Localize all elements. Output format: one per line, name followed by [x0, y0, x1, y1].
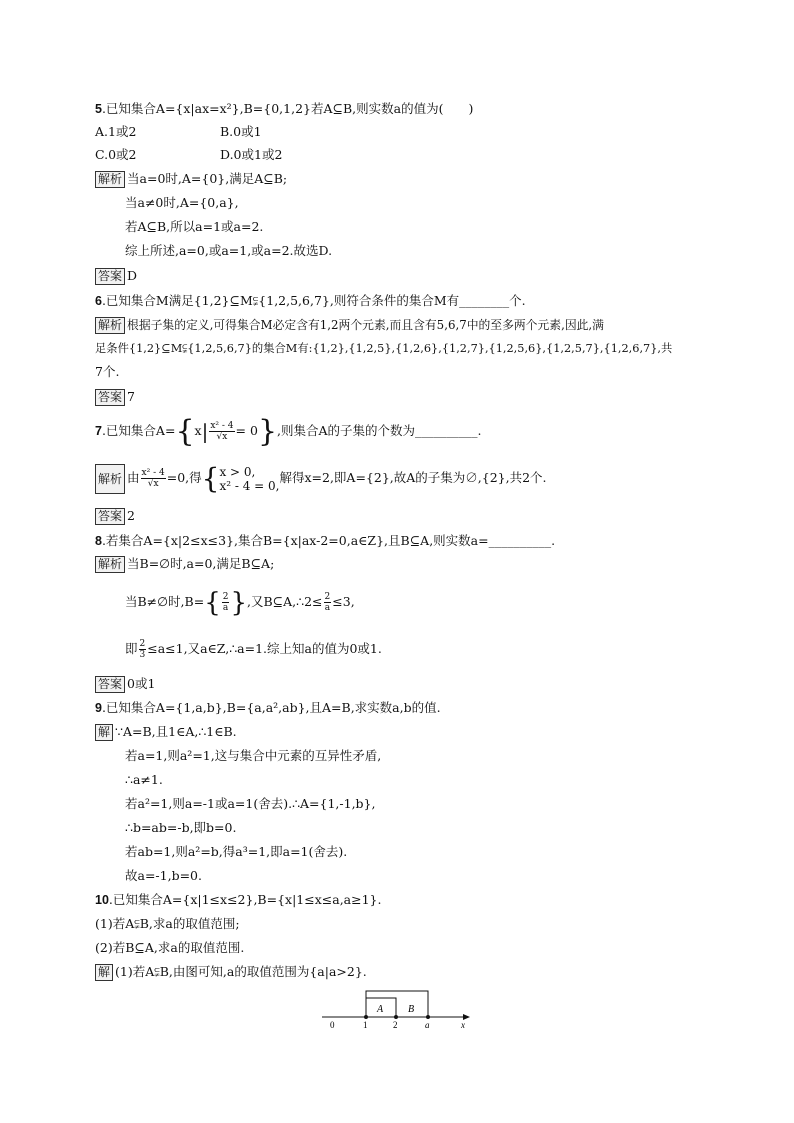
q5-option-c: C.0或2 — [95, 147, 137, 162]
q9-number: 9 — [95, 701, 102, 715]
q10-part1: (1)若A⫋B,求a的取值范围; — [95, 916, 240, 931]
q9-solution-line7: 故a=-1,b=0. — [125, 868, 202, 883]
q10-part2: (2)若B⊆A,求a的取值范围. — [95, 940, 245, 955]
q8-fraction-1: $\frac{2}{a}$ — [222, 592, 229, 613]
point-2-dot — [394, 1015, 398, 1019]
right-brace: } — [230, 587, 248, 618]
q5-option-a: A.1或2 — [95, 124, 137, 139]
q8-analysis-line3: 即 $\frac{2}{3}$ ≤a≤1,又a∈Z,∴a=1.综上知a的值为0或1. — [125, 639, 382, 660]
q10-number: 10 — [95, 893, 109, 907]
tick-1: 1 — [363, 1020, 368, 1030]
answer-tag: 答案 — [95, 508, 125, 525]
set-b-box — [366, 991, 428, 1017]
vertical-bar: | — [201, 419, 209, 444]
q9-solution-line2: 若a=1,则a²=1,这与集合中元素的互异性矛盾, — [125, 748, 382, 763]
q9-stem: 9.已知集合A={1,a,b},B={a,a²,ab},且A=B,求实数a,b的值. — [95, 700, 441, 715]
q9-solution-line1: 解 ∵A=B,且1∈A,∴1∈B. — [95, 723, 237, 741]
left-brace: { — [175, 413, 195, 449]
tick-a: a — [425, 1020, 430, 1030]
q5-analysis-line3: 若A⊆B,所以a=1或a=2. — [125, 219, 264, 234]
q7-number: 7 — [95, 424, 102, 438]
point-a-dot — [426, 1015, 430, 1019]
q5-number: 5 — [95, 102, 102, 116]
q5-analysis-line1: 解析 当a=0时,A={0},满足A⊆B; — [95, 170, 287, 188]
q10-solution-line1: 解 (1)若A⫋B,由图可知,a的取值范围为{a|a>2}. — [95, 963, 367, 981]
q6-answer: 答案 7 — [95, 388, 135, 406]
axis-label-x: x — [461, 1020, 465, 1030]
solution-tag: 解 — [95, 964, 113, 981]
q8-answer: 答案 0或1 — [95, 675, 155, 693]
q7-system: x > 0, x² - 4 = 0, — [219, 464, 280, 493]
number-line-figure — [318, 985, 478, 1030]
analysis-tag: 解析 — [95, 464, 125, 494]
answer-tag: 答案 — [95, 676, 125, 693]
q8-analysis-line2: 当B≠∅时,B={ $\frac{2}{a}$ },又B⊆A,∴2≤ $\frac{2}{a}$ ≤3, — [125, 587, 355, 618]
q9-solution-line5: ∴b=ab=-b,即b=0. — [125, 820, 237, 835]
q7-answer: 答案 2 — [95, 507, 135, 525]
label-b: B — [408, 1004, 415, 1015]
analysis-tag: 解析 — [95, 556, 125, 573]
left-brace: { — [204, 587, 221, 618]
q8-fraction-2: $\frac{2}{a}$ — [324, 592, 331, 613]
q5-analysis-line4: 综上所述,a=0,或a=1,或a=2.故选D. — [125, 243, 333, 258]
analysis-tag: 解析 — [95, 317, 125, 334]
q9-solution-line3: ∴a≠1. — [125, 772, 163, 787]
q6-analysis-line1: 解析 根据子集的定义,可得集合M必定含有1,2两个元素,而且含有5,6,7中的至多两个元素,因此,满 — [95, 316, 604, 334]
label-a: A — [377, 1004, 384, 1015]
tick-0: 0 — [330, 1020, 335, 1030]
solution-tag: 解 — [95, 724, 113, 741]
q9-solution-line4: 若a²=1,则a=-1或a=1(舍去).∴A={1,-1,b}, — [125, 796, 376, 811]
answer-tag: 答案 — [95, 389, 125, 406]
q8-stem: 8.若集合A={x|2≤x≤3},集合B={x|ax-2=0,a∈Z},且B⊆A,则实数a=__________. — [95, 533, 556, 548]
q7-analysis-fraction: $\frac{\text{x² - 4}}{√x}$ — [141, 468, 165, 489]
q7-analysis: 解析 由 $\frac{\text{x² - 4}}{√x}$ =0,得{ x > 0, x² - 4 = 0, 解得x=2,即A={2},故A的子集为∅,{2},共2个. — [95, 460, 547, 496]
q5-analysis-line2: 当a≠0时,A={0,a}, — [125, 195, 239, 210]
q6-analysis-line2: 足条件{1,2}⊆M⫋{1,2,5,6,7}的集合M有:{1,2},{1,2,5},{1,2,6},{1,2,7},{1,2,5,6},{1,2,5,7},{1,2,6,7},共 — [95, 342, 673, 355]
q5-stem: 5.已知集合A={x|ax=x²},B={0,1,2}若A⊆B,则实数a的值为( ) — [95, 101, 474, 116]
q8-fraction-3: $\frac{2}{3}$ — [139, 639, 146, 660]
q9-solution-line6: 若ab=1,则a²=b,得a³=1,即a=1(舍去). — [125, 844, 348, 859]
point-1-dot — [364, 1015, 368, 1019]
q5-option-b: B.0或1 — [220, 124, 262, 139]
q7-stem: 7.已知集合A={x| $\frac{\text{x² - 4}}{√x}$ = 0},则集合A的子集的个数为__________. — [95, 413, 482, 449]
q5-answer: 答案 D — [95, 267, 137, 285]
q8-analysis-line1: 解析 当B=∅时,a=0,满足B⊆A; — [95, 555, 274, 573]
q6-number: 6 — [95, 294, 102, 308]
tick-2: 2 — [393, 1020, 398, 1030]
q10-stem: 10.已知集合A={x|1≤x≤2},B={x|1≤x≤a,a≥1}. — [95, 892, 382, 907]
analysis-tag: 解析 — [95, 171, 125, 188]
system-brace: { — [201, 461, 220, 495]
q7-fraction: $\frac{\text{x² - 4}}{√x}$ — [210, 421, 234, 442]
q8-number: 8 — [95, 534, 102, 548]
right-brace: } — [257, 413, 278, 449]
q6-stem: 6.已知集合M满足{1,2}⊆M⫋{1,2,5,6,7},则符合条件的集合M有________个. — [95, 293, 526, 308]
q6-analysis-line3: 7个. — [95, 364, 120, 379]
answer-tag: 答案 — [95, 268, 125, 285]
q5-option-d: D.0或1或2 — [220, 147, 283, 162]
